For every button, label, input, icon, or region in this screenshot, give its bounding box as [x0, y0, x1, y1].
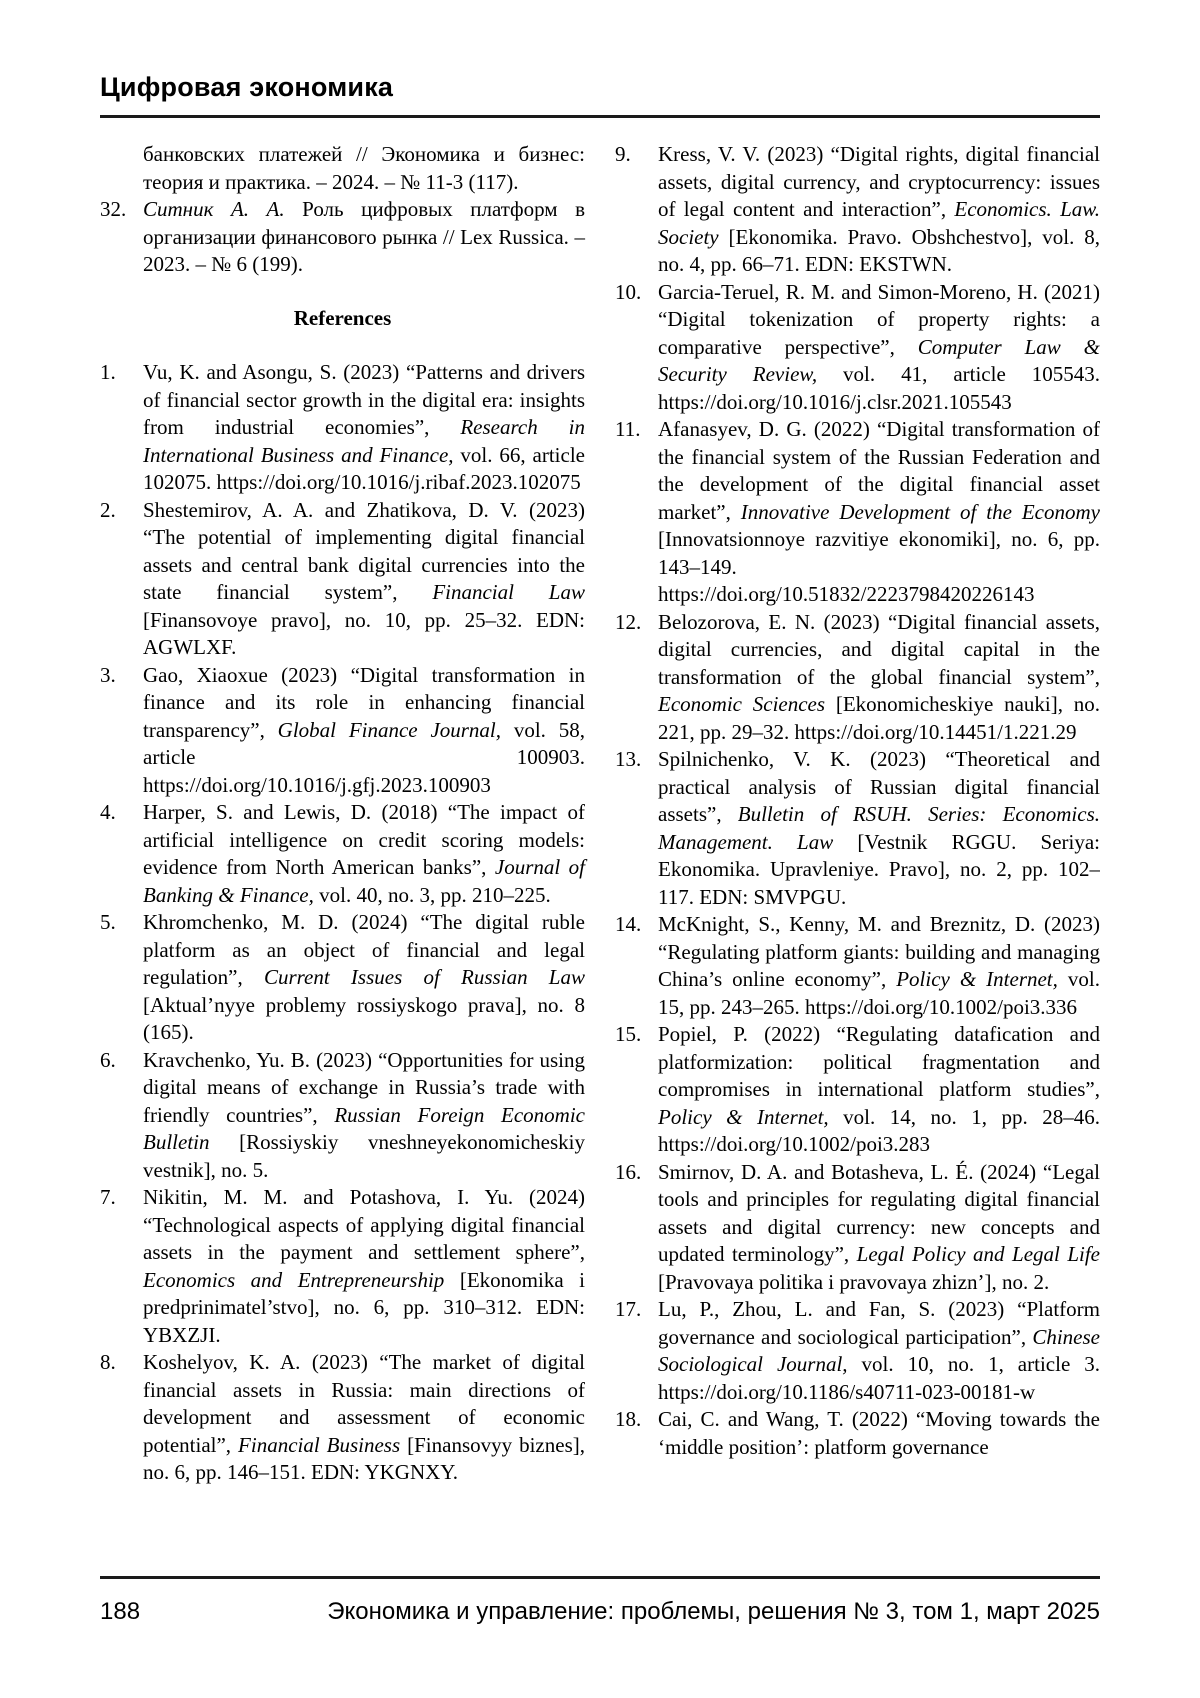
- reference-text-run: Garcia-Teruel, R. M. and Simon-Moreno, H. (2021) “Digital tokenization of property rights: a comparative perspective”,: [658, 279, 1100, 359]
- reference-text-run: [Vestnik RGGU. Seriya: Ekonomika. Upravleniye. Pravo], no. 2, pp. 102–117. EDN: SMVPGU.: [658, 829, 1100, 909]
- reference-text-run: [Finansovoye pravo], no. 10, pp. 25–32. EDN: AGWLXF.: [143, 607, 585, 659]
- journal-title-italic: Russian Foreign Economic Bulletin: [143, 1102, 585, 1154]
- reference-text: [143, 909, 585, 1047]
- journal-title-italic: Research in International Business and Finance,: [143, 415, 585, 467]
- english-references-right: [615, 141, 1100, 1461]
- reference-text: [143, 1047, 585, 1185]
- reference-text: [658, 1021, 1100, 1159]
- reference-text: [658, 416, 1100, 609]
- journal-title-italic: Bulletin of RSUH. Series: Economics. Management. Law: [658, 802, 1100, 854]
- reference-text-run: vol. 41, article 105543. https://doi.org/10.1016/j.clsr.2021.105543: [658, 362, 1100, 414]
- reference-text-run: Kress, V. V. (2023) “Digital rights, digital financial assets, digital currency, and cryptocurrency: issues of legal content and interaction”,: [658, 142, 1100, 221]
- reference-number: 14.: [615, 912, 642, 936]
- page-content: [100, 141, 1100, 1566]
- reference-item: [100, 497, 585, 662]
- reference-item: [100, 196, 585, 279]
- journal-title-italic: Policy & Internet,: [658, 1104, 829, 1129]
- reference-item: [100, 359, 585, 497]
- reference-text: [143, 1184, 585, 1349]
- reference-text-run: [Pravovaya politika i pravovaya zhizn’], no. 2.: [658, 1269, 1050, 1294]
- left-column: [100, 141, 585, 1566]
- reference-number: 6.: [100, 1047, 116, 1072]
- reference-text-run: банковских платежей // Экономика и бизнес: теория и практика. – 2024. – № 11-3 (117).: [143, 142, 585, 194]
- reference-number: 5.: [100, 910, 116, 934]
- journal-title-italic: Economics and Entrepreneurship: [143, 1267, 445, 1292]
- reference-text-run: [Ekonomika i predprinimatel’stvo], no. 6, pp. 310–312. EDN: YBXZJI.: [143, 1267, 585, 1347]
- reference-item: [615, 1296, 1100, 1406]
- reference-text: [143, 196, 585, 279]
- reference-text-run: [Finansovyy biznes], no. 6, pp. 146–151. EDN: YKGNXY.: [143, 1432, 585, 1484]
- reference-item: [615, 746, 1100, 911]
- trailing-paragraph-container: [100, 141, 585, 196]
- reference-text: [143, 359, 585, 497]
- references-heading: References: [293, 305, 392, 330]
- reference-item: [615, 1021, 1100, 1159]
- reference-text: [143, 497, 585, 662]
- journal-title-italic: Global Finance Journal,: [277, 717, 502, 742]
- reference-text-run: Koshelyov, K. A. (2023) “The market of digital financial assets in Russia: main directions of development and assessment of economic potential”,: [143, 1350, 585, 1457]
- reference-text: [658, 911, 1100, 1021]
- journal-title-italic: Innovative Development of the Economy: [740, 499, 1100, 524]
- reference-text-run: Popiel, P. (2022) “Regulating datafication and platformization: political fragmentation and compromises in international platform studies”,: [658, 1022, 1100, 1101]
- right-column: [615, 141, 1100, 1566]
- section-header: Цифровая экономика: [100, 72, 394, 102]
- journal-title-italic: Economics. Law. Society: [658, 197, 1100, 249]
- reference-text-run: [Ekonomicheskiye nauki], no. 221, pp. 29–32. https://doi.org/10.14451/1.221.29: [658, 692, 1100, 744]
- reference-text-run: [Rossiyskiy vneshneyekonomicheskiy vestnik], no. 5.: [143, 1130, 585, 1182]
- reference-number: 1.: [100, 360, 116, 384]
- reference-text-run: Lu, P., Zhou, L. and Fan, S. (2023) “Platform governance and sociological participation”,: [658, 1297, 1100, 1349]
- reference-number: 11.: [615, 417, 641, 441]
- reference-text-run: [Aktual’nyye problemy rossiyskogo prava], no. 8 (165).: [143, 992, 585, 1044]
- reference-item: [615, 911, 1100, 1021]
- reference-text: [143, 141, 585, 196]
- reference-number: 16.: [615, 1159, 642, 1184]
- reference-item: [100, 909, 585, 1047]
- reference-text-run: vol. 14, no. 1, pp. 28–46. https://doi.org/10.1002/poi3.283: [658, 1104, 1100, 1156]
- reference-text-run: Gao, Xiaoxue (2023) “Digital transformation in finance and its role in enhancing financial transparency”,: [143, 662, 585, 742]
- reference-text: [658, 609, 1100, 747]
- reference-text-run: vol. 15, pp. 243–265. https://doi.org/10.1002/poi3.336: [658, 967, 1100, 1019]
- journal-title-italic: Policy & Internet,: [896, 967, 1058, 991]
- reference-text-run: Shestemirov, A. A. and Zhatikova, D. V. (2023) “The potential of implementing digital financial assets and central bank digital currencies into the state financial system”,: [143, 497, 585, 604]
- reference-text: [143, 799, 585, 909]
- reference-number: 3.: [100, 662, 116, 687]
- reference-text-run: Khromchenko, M. D. (2024) “The digital ruble platform as an object of financial and legal regulation”,: [143, 910, 585, 989]
- reference-item: [615, 279, 1100, 417]
- reference-text-run: [Innovatsionnoye razvitiye ekonomiki], no. 6, pp. 143–149. https://doi.org/10.51832/2223798420226143: [658, 527, 1100, 606]
- journal-title-italic: Current Issues of Russian Law: [263, 965, 585, 989]
- reference-text-run: Spilnichenko, V. K. (2023) “Theoretical and practical analysis of Russian digital financial assets”,: [658, 747, 1100, 826]
- footer-journal-line: Экономика и управление: проблемы, решения № 3, том 1, март 2025: [327, 1598, 1100, 1625]
- journal-title-italic: Ситник А. А.: [143, 197, 285, 221]
- reference-item: [615, 609, 1100, 747]
- reference-item: [100, 799, 585, 909]
- reference-number: 7.: [100, 1185, 116, 1209]
- reference-text-run: vol. 10, no. 1, article 3. https://doi.org/10.1186/s40711-023-00181-w: [658, 1352, 1100, 1404]
- journal-title-italic: Financial Business: [238, 1432, 401, 1457]
- reference-item: [100, 662, 585, 800]
- reference-text-run: vol. 66, article 102075. https://doi.org/10.1016/j.ribaf.2023.102075: [143, 442, 585, 494]
- reference-item: [100, 1184, 585, 1349]
- journal-title-italic: Legal Policy and Legal Life: [856, 1242, 1100, 1266]
- reference-item: [615, 1406, 1100, 1461]
- russian-references-container: [100, 196, 585, 279]
- reference-number: 13.: [615, 747, 642, 771]
- reference-text-run: Afanasyev, D. G. (2022) “Digital transformation of the financial system of the Russian Federation and the development of the digital financial asset market”,: [658, 417, 1100, 524]
- reference-text-run: Роль цифровых платформ в организации финансового рынка // Lex Russica. – 2023. – № 6 (199).: [143, 197, 585, 276]
- reference-text-run: Nikitin, M. M. and Potashova, I. Yu. (2024) “Technological aspects of applying digital financial assets in the payment and settlement sphere”,: [143, 1185, 585, 1264]
- reference-item: [615, 141, 1100, 279]
- english-references-left: [100, 359, 585, 1487]
- reference-text-run: [Ekonomika. Pravo. Obshchestvo], vol. 8, no. 4, pp. 66–71. EDN: EKSTWN.: [658, 224, 1100, 276]
- reference-text: [658, 279, 1100, 417]
- reference-text-run: Smirnov, D. A. and Botasheva, L. É. (2024) “Legal tools and principles for regulating digital financial assets and digital currency: new concepts and updated terminology”,: [658, 1159, 1100, 1266]
- page-footer: [100, 1598, 1100, 1626]
- journal-title-italic: Chinese Sociological Journal,: [658, 1324, 1100, 1376]
- reference-text-run: McKnight, S., Kenny, M. and Breznitz, D. (2023) “Regulating platform giants: building and managing China’s online economy”,: [658, 912, 1100, 991]
- reference-item: [100, 1047, 585, 1185]
- reference-text-run: Harper, S. and Lewis, D. (2018) “The impact of artificial intelligence on credit scoring models: evidence from North American banks”,: [143, 800, 585, 879]
- reference-text-run: Vu, K. and Asongu, S. (2023) “Patterns and drivers of financial sector growth in the digital era: insights from industrial economies”,: [143, 360, 585, 439]
- reference-number: 15.: [615, 1022, 642, 1046]
- reference-text-run: Cai, C. and Wang, T. (2022) “Moving towards the ‘middle position’: platform governance: [658, 1407, 1100, 1459]
- reference-item: [100, 141, 585, 196]
- reference-item: [615, 416, 1100, 609]
- reference-text: [143, 1349, 585, 1487]
- reference-number: 4.: [100, 800, 116, 824]
- reference-number: 8.: [100, 1350, 116, 1374]
- reference-number: 18.: [615, 1407, 642, 1431]
- journal-title-italic: Economic Sciences: [658, 692, 826, 716]
- reference-text: [658, 1159, 1100, 1297]
- reference-text: [658, 141, 1100, 279]
- journal-title-italic: Financial Law: [432, 580, 585, 604]
- journal-title-italic: Computer Law & Security Review,: [658, 334, 1100, 386]
- reference-number: 32.: [100, 197, 127, 221]
- reference-text-run: vol. 40, no. 3, pp. 210–225.: [313, 882, 551, 907]
- reference-item: [615, 1159, 1100, 1297]
- header-rule: [100, 115, 1100, 118]
- reference-text: [658, 1296, 1100, 1406]
- footer-page-number: 188: [100, 1598, 141, 1625]
- reference-text: [143, 662, 585, 800]
- reference-text: [658, 746, 1100, 911]
- reference-number: 2.: [100, 497, 116, 522]
- reference-text-run: Kravchenko, Yu. B. (2023) “Opportunities for using digital means of exchange in Russia’s trade with friendly countries”,: [143, 1047, 585, 1127]
- reference-number: 10.: [615, 279, 642, 304]
- reference-number: 9.: [615, 142, 631, 166]
- reference-text-run: Belozorova, E. N. (2023) “Digital financial assets, digital currencies, and digital capital in the transformation of the global financial system”,: [658, 609, 1100, 689]
- reference-number: 12.: [615, 609, 642, 634]
- reference-text: [658, 1406, 1100, 1461]
- footer-rule: [100, 1576, 1100, 1579]
- reference-number: 17.: [615, 1297, 642, 1321]
- reference-item: [100, 1349, 585, 1487]
- reference-text-run: vol. 58, article 100903. https://doi.org/10.1016/j.gfj.2023.100903: [143, 717, 585, 797]
- journal-title-italic: Journal of Banking & Finance,: [143, 855, 585, 907]
